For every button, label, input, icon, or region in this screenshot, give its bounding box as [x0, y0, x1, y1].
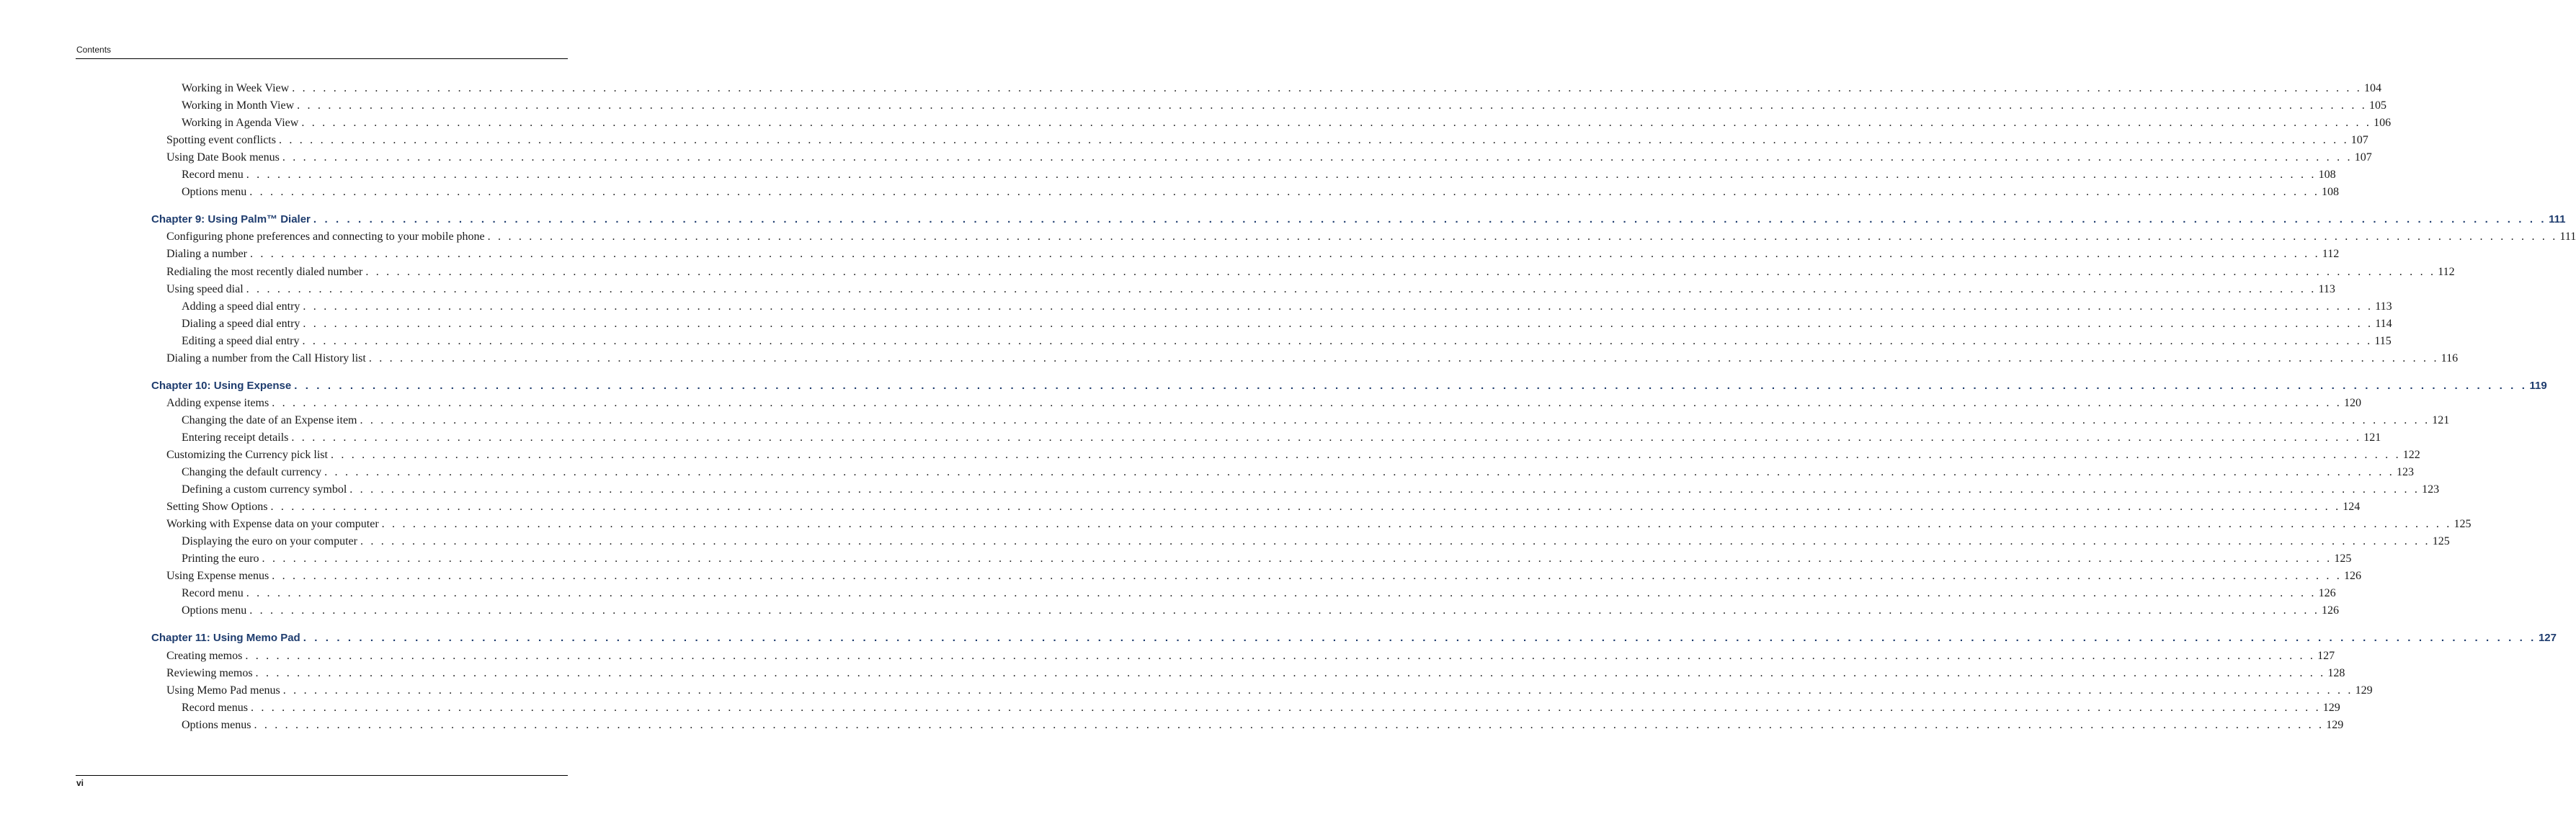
- toc-entry-title: Working with Expense data on your computer: [166, 518, 379, 530]
- dot-leader: . . . . . . . . . . . . . . . . . . . . . . . . . . . . . . . . . . . . . . . . . . . . . . . . . . . . . . . . . . . . . . . . . . . . . . . . . . . . . . . . . . . . . . . . . . . . . . . . . . . . . . . . . . . . . . . . . . . . . . . . . . . . . . . . . . . . . . . . . . . . . . . . . . . . . . . . . . . . . . . . . . . . . . . . . . . . . . . . . . . . . . . . . . . . . . . . . . . . . . . .: [313, 213, 2547, 225]
- dot-leader: . . . . . . . . . . . . . . . . . . . . . . . . . . . . . . . . . . . . . . . . . . . . . . . . . . . . . . . . . . . . . . . . . . . . . . . . . . . . . . . . . . . . . . . . . . . . . . . . . . . . . . . . . . . . . . . . . . . . . . . . . . . . . . . . . . . . . . . . . . . . . . . . . . . . . . . . . . . . . . . . . . . . . . . . . . . . . . . . . . . . . . . . . . . . . . . . . . . . . . . .: [249, 186, 2320, 198]
- toc-entry[interactable]: [166, 282, 2335, 297]
- dot-leader: . . . . . . . . . . . . . . . . . . . . . . . . . . . . . . . . . . . . . . . . . . . . . . . . . . . . . . . . . . . . . . . . . . . . . . . . . . . . . . . . . . . . . . . . . . . . . . . . . . . . . . . . . . . . . . . . . . . . . . . . . . . . . . . . . . . . . . . . . . . . . . . . . . . . . . . . . . . . . . . . . . . . . . . . . . . . . . . . . . . . . . . . . . . . . . . . . . . . . . . .: [349, 483, 2420, 496]
- toc-entry[interactable]: [182, 317, 2392, 331]
- toc-entry-title: Spotting event conflicts: [166, 134, 276, 146]
- toc-entry-title: Chapter 9: Using Palm™ Dialer: [151, 213, 311, 225]
- toc-entry-page: 125: [2454, 518, 2472, 530]
- dot-leader: . . . . . . . . . . . . . . . . . . . . . . . . . . . . . . . . . . . . . . . . . . . . . . . . . . . . . . . . . . . . . . . . . . . . . . . . . . . . . . . . . . . . . . . . . . . . . . . . . . . . . . . . . . . . . . . . . . . . . . . . . . . . . . . . . . . . . . . . . . . . . . . . . . . . . . . . . . . . . . . . . . . . . . . . . . . . . . . . . . . . . . . . . . . . . . . . . . . . . . . .: [365, 266, 2436, 278]
- toc-entry-title: Redialing the most recently dialed number: [166, 266, 363, 278]
- dot-leader: . . . . . . . . . . . . . . . . . . . . . . . . . . . . . . . . . . . . . . . . . . . . . . . . . . . . . . . . . . . . . . . . . . . . . . . . . . . . . . . . . . . . . . . . . . . . . . . . . . . . . . . . . . . . . . . . . . . . . . . . . . . . . . . . . . . . . . . . . . . . . . . . . . . . . . . . . . . . . . . . . . . . . . . . . . . . . . . . . . . . . . . . . . . . . . . . . . . . . . . .: [254, 719, 2325, 731]
- toc-entry-page: 108: [2322, 186, 2340, 198]
- toc-entry-page: 107: [2354, 151, 2372, 164]
- toc-entry-title: Adding expense items: [166, 397, 269, 409]
- toc-entry[interactable]: [166, 500, 2361, 514]
- toc-entry-page: 112: [2438, 266, 2455, 278]
- toc-entry-page: 122: [2402, 449, 2420, 461]
- toc-entry[interactable]: [182, 81, 2381, 96]
- toc-entry-title: Chapter 11: Using Memo Pad: [151, 632, 300, 644]
- toc-entry[interactable]: [182, 431, 2381, 445]
- toc-entry-page: 107: [2350, 134, 2368, 146]
- toc-entry-page: 127: [2317, 650, 2335, 662]
- dot-leader: . . . . . . . . . . . . . . . . . . . . . . . . . . . . . . . . . . . . . . . . . . . . . . . . . . . . . . . . . . . . . . . . . . . . . . . . . . . . . . . . . . . . . . . . . . . . . . . . . . . . . . . . . . . . . . . . . . . . . . . . . . . . . . . . . . . . . . . . . . . . . . . . . . . . . . . . . . . . . . . . . . . . . . . . . . . . . . . . . . . . . . . . . . . . . . . . . . . . . . . .: [292, 82, 2362, 94]
- dot-leader: . . . . . . . . . . . . . . . . . . . . . . . . . . . . . . . . . . . . . . . . . . . . . . . . . . . . . . . . . . . . . . . . . . . . . . . . . . . . . . . . . . . . . . . . . . . . . . . . . . . . . . . . . . . . . . . . . . . . . . . . . . . . . . . . . . . . . . . . . . . . . . . . . . . . . . . . . . . . . . . . . . . . . . . . . . . . . . . . . . . . . . . . . . . . . . . . . . . . . . . .: [272, 397, 2343, 409]
- toc-chapter-entry[interactable]: [151, 213, 2566, 227]
- toc-entry-page: 113: [2318, 283, 2335, 295]
- toc-entry[interactable]: [166, 151, 2372, 165]
- toc-entry-title: Record menus: [182, 702, 248, 714]
- toc-chapter-entry[interactable]: [151, 379, 2547, 393]
- dot-leader: . . . . . . . . . . . . . . . . . . . . . . . . . . . . . . . . . . . . . . . . . . . . . . . . . . . . . . . . . . . . . . . . . . . . . . . . . . . . . . . . . . . . . . . . . . . . . . . . . . . . . . . . . . . . . . . . . . . . . . . . . . . . . . . . . . . . . . . . . . . . . . . . . . . . . . . . . . . . . . . . . . . . . . . . . . . . . . . . . . . . . . . . . . . . . . . . . . . . . . . .: [487, 231, 2558, 243]
- toc-entry-page: 116: [2441, 352, 2459, 364]
- dot-leader: . . . . . . . . . . . . . . . . . . . . . . . . . . . . . . . . . . . . . . . . . . . . . . . . . . . . . . . . . . . . . . . . . . . . . . . . . . . . . . . . . . . . . . . . . . . . . . . . . . . . . . . . . . . . . . . . . . . . . . . . . . . . . . . . . . . . . . . . . . . . . . . . . . . . . . . . . . . . . . . . . . . . . . . . . . . . . . . . . . . . . . . . . . . . . . . . . . . . . . . .: [249, 604, 2320, 617]
- toc-entry-title: Displaying the euro on your computer: [182, 535, 357, 547]
- toc-entry-page: 121: [2432, 414, 2450, 426]
- toc-entry-page: 126: [2344, 570, 2362, 582]
- dot-leader: . . . . . . . . . . . . . . . . . . . . . . . . . . . . . . . . . . . . . . . . . . . . . . . . . . . . . . . . . . . . . . . . . . . . . . . . . . . . . . . . . . . . . . . . . . . . . . . . . . . . . . . . . . . . . . . . . . . . . . . . . . . . . . . . . . . . . . . . . . . . . . . . . . . . . . . . . . . . . . . . . . . . . . . . . . . . . . . . . . . . . . . . . . . . . . . . . . . . . . . .: [272, 570, 2343, 582]
- toc-entry[interactable]: [182, 534, 2450, 549]
- toc-entry[interactable]: [166, 649, 2335, 663]
- header-rule: [76, 58, 568, 59]
- toc-entry-page: 120: [2344, 397, 2362, 409]
- toc-entry-page: 108: [2318, 169, 2336, 181]
- toc-entry-page: 126: [2322, 604, 2340, 617]
- dot-leader: . . . . . . . . . . . . . . . . . . . . . . . . . . . . . . . . . . . . . . . . . . . . . . . . . . . . . . . . . . . . . . . . . . . . . . . . . . . . . . . . . . . . . . . . . . . . . . . . . . . . . . . . . . . . . . . . . . . . . . . . . . . . . . . . . . . . . . . . . . . . . . . . . . . . . . . . . . . . . . . . . . . . . . . . . . . . . . . . . . . . . . . . . . . . . . . . . . . . . . . .: [262, 553, 2332, 565]
- dot-leader: . . . . . . . . . . . . . . . . . . . . . . . . . . . . . . . . . . . . . . . . . . . . . . . . . . . . . . . . . . . . . . . . . . . . . . . . . . . . . . . . . . . . . . . . . . . . . . . . . . . . . . . . . . . . . . . . . . . . . . . . . . . . . . . . . . . . . . . . . . . . . . . . . . . . . . . . . . . . . . . . . . . . . . . . . . . . . . . . . . . . . . . . . . . . . . . . . . . . . . . .: [303, 632, 2536, 644]
- toc-entry-title: Record menu: [182, 169, 244, 181]
- toc-entry[interactable]: [166, 230, 2576, 244]
- dot-leader: . . . . . . . . . . . . . . . . . . . . . . . . . . . . . . . . . . . . . . . . . . . . . . . . . . . . . . . . . . . . . . . . . . . . . . . . . . . . . . . . . . . . . . . . . . . . . . . . . . . . . . . . . . . . . . . . . . . . . . . . . . . . . . . . . . . . . . . . . . . . . . . . . . . . . . . . . . . . . . . . . . . . . . . . . . . . . . . . . . . . . . . . . . . . . . . . . . . . . . . .: [303, 300, 2374, 313]
- toc-entry-title: Chapter 10: Using Expense: [151, 380, 292, 392]
- toc-entry[interactable]: [166, 448, 2420, 462]
- toc-entry-page: 129: [2322, 702, 2340, 714]
- dot-leader: . . . . . . . . . . . . . . . . . . . . . . . . . . . . . . . . . . . . . . . . . . . . . . . . . . . . . . . . . . . . . . . . . . . . . . . . . . . . . . . . . . . . . . . . . . . . . . . . . . . . . . . . . . . . . . . . . . . . . . . . . . . . . . . . . . . . . . . . . . . . . . . . . . . . . . . . . . . . . . . . . . . . . . . . . . . . . . . . . . . . . . . . . . . . . . . . . . . . . . . .: [303, 318, 2374, 330]
- dot-leader: . . . . . . . . . . . . . . . . . . . . . . . . . . . . . . . . . . . . . . . . . . . . . . . . . . . . . . . . . . . . . . . . . . . . . . . . . . . . . . . . . . . . . . . . . . . . . . . . . . . . . . . . . . . . . . . . . . . . . . . . . . . . . . . . . . . . . . . . . . . . . . . . . . . . . . . . . . . . . . . . . . . . . . . . . . . . . . . . . . . . . . . . . . . . . . . . . . . . . . . .: [282, 684, 2353, 697]
- dot-leader: . . . . . . . . . . . . . . . . . . . . . . . . . . . . . . . . . . . . . . . . . . . . . . . . . . . . . . . . . . . . . . . . . . . . . . . . . . . . . . . . . . . . . . . . . . . . . . . . . . . . . . . . . . . . . . . . . . . . . . . . . . . . . . . . . . . . . . . . . . . . . . . . . . . . . . . . . . . . . . . . . . . . . . . . . . . . . . . . . . . . . . . . . . . . . . . . . . . . . . . .: [249, 248, 2320, 260]
- toc-entry[interactable]: [166, 352, 2459, 366]
- dot-leader: . . . . . . . . . . . . . . . . . . . . . . . . . . . . . . . . . . . . . . . . . . . . . . . . . . . . . . . . . . . . . . . . . . . . . . . . . . . . . . . . . . . . . . . . . . . . . . . . . . . . . . . . . . . . . . . . . . . . . . . . . . . . . . . . . . . . . . . . . . . . . . . . . . . . . . . . . . . . . . . . . . . . . . . . . . . . . . . . . . . . . . . . . . . . . . . . . . . . . . . .: [360, 414, 2430, 426]
- toc-entry-title: Using Memo Pad menus: [166, 684, 280, 697]
- toc-entry-page: 128: [2327, 667, 2345, 679]
- toc-entry-page: 123: [2396, 466, 2414, 478]
- toc-entry[interactable]: [166, 517, 2472, 532]
- toc-entry[interactable]: [182, 552, 2352, 566]
- toc-entry[interactable]: [182, 413, 2450, 428]
- toc-entry[interactable]: [182, 701, 2340, 715]
- toc-entry-title: Changing the date of an Expense item: [182, 414, 357, 426]
- toc-entry-page: 123: [2422, 483, 2440, 496]
- dot-leader: . . . . . . . . . . . . . . . . . . . . . . . . . . . . . . . . . . . . . . . . . . . . . . . . . . . . . . . . . . . . . . . . . . . . . . . . . . . . . . . . . . . . . . . . . . . . . . . . . . . . . . . . . . . . . . . . . . . . . . . . . . . . . . . . . . . . . . . . . . . . . . . . . . . . . . . . . . . . . . . . . . . . . . . . . . . . . . . . . . . . . . . . . . . . . . . . . . . . . . . .: [282, 151, 2353, 164]
- page-number: vi: [76, 778, 84, 788]
- toc-entry-title: Dialing a speed dial entry: [182, 318, 300, 330]
- toc-entry-page: 121: [2363, 431, 2381, 444]
- toc-entry-title: Adding a speed dial entry: [182, 300, 300, 313]
- toc-entry[interactable]: [166, 265, 2455, 279]
- toc-entry-title: Editing a speed dial entry: [182, 335, 300, 347]
- toc-entry[interactable]: [166, 133, 2368, 148]
- toc-entry-title: Using speed dial: [166, 283, 244, 295]
- toc-entry-page: 127: [2538, 632, 2557, 644]
- toc-entry-page: 115: [2374, 335, 2392, 347]
- dot-leader: . . . . . . . . . . . . . . . . . . . . . . . . . . . . . . . . . . . . . . . . . . . . . . . . . . . . . . . . . . . . . . . . . . . . . . . . . . . . . . . . . . . . . . . . . . . . . . . . . . . . . . . . . . . . . . . . . . . . . . . . . . . . . . . . . . . . . . . . . . . . . . . . . . . . . . . . . . . . . . . . . . . . . . . . . . . . . . . . . . . . . . . . . . . . . . . . . . . . . . . .: [302, 335, 2373, 347]
- toc-entry[interactable]: [182, 168, 2336, 182]
- toc-entry[interactable]: [166, 396, 2362, 411]
- toc-entry[interactable]: [182, 334, 2392, 349]
- toc-entry[interactable]: [166, 684, 2373, 698]
- toc-entry-page: 111: [2559, 231, 2576, 243]
- dot-leader: . . . . . . . . . . . . . . . . . . . . . . . . . . . . . . . . . . . . . . . . . . . . . . . . . . . . . . . . . . . . . . . . . . . . . . . . . . . . . . . . . . . . . . . . . . . . . . . . . . . . . . . . . . . . . . . . . . . . . . . . . . . . . . . . . . . . . . . . . . . . . . . . . . . . . . . . . . . . . . . . . . . . . . . . . . . . . . . . . . . . . . . . . . . . . . . . . . . . . . . .: [291, 431, 2362, 444]
- dot-leader: . . . . . . . . . . . . . . . . . . . . . . . . . . . . . . . . . . . . . . . . . . . . . . . . . . . . . . . . . . . . . . . . . . . . . . . . . . . . . . . . . . . . . . . . . . . . . . . . . . . . . . . . . . . . . . . . . . . . . . . . . . . . . . . . . . . . . . . . . . . . . . . . . . . . . . . . . . . . . . . . . . . . . . . . . . . . . . . . . . . . . . . . . . . . . . . . . . . . . . . .: [250, 702, 2321, 714]
- toc-entry-title: Configuring phone preferences and connecting to your mobile phone: [166, 231, 485, 243]
- toc-entry-page: 125: [2334, 553, 2352, 565]
- toc-entry-page: 129: [2355, 684, 2373, 697]
- toc-entry[interactable]: [182, 300, 2392, 314]
- dot-leader: . . . . . . . . . . . . . . . . . . . . . . . . . . . . . . . . . . . . . . . . . . . . . . . . . . . . . . . . . . . . . . . . . . . . . . . . . . . . . . . . . . . . . . . . . . . . . . . . . . . . . . . . . . . . . . . . . . . . . . . . . . . . . . . . . . . . . . . . . . . . . . . . . . . . . . . . . . . . . . . . . . . . . . . . . . . . . . . . . . . . . . . . . . . . . . . . . . . . . . . .: [255, 667, 2326, 679]
- toc-entry-title: Creating memos: [166, 650, 243, 662]
- toc-entry-title: Changing the default currency: [182, 466, 322, 478]
- toc-entry-page: 129: [2326, 719, 2344, 731]
- toc-entry-title: Customizing the Currency pick list: [166, 449, 328, 461]
- toc-entry-title: Working in Week View: [182, 82, 290, 94]
- toc-entry-title: Printing the euro: [182, 553, 259, 565]
- toc-entry-page: 112: [2322, 248, 2340, 260]
- toc-entry-title: Working in Month View: [182, 99, 295, 112]
- toc-entry-page: 106: [2374, 117, 2392, 129]
- toc-entry[interactable]: [166, 666, 2345, 681]
- toc-entry-page: 105: [2368, 99, 2386, 112]
- toc-entry[interactable]: [182, 465, 2414, 480]
- running-head: Contents: [76, 45, 112, 55]
- dot-leader: . . . . . . . . . . . . . . . . . . . . . . . . . . . . . . . . . . . . . . . . . . . . . . . . . . . . . . . . . . . . . . . . . . . . . . . . . . . . . . . . . . . . . . . . . . . . . . . . . . . . . . . . . . . . . . . . . . . . . . . . . . . . . . . . . . . . . . . . . . . . . . . . . . . . . . . . . . . . . . . . . . . . . . . . . . . . . . . . . . . . . . . . . . . . . . . . . . . . . . . .: [324, 466, 2394, 478]
- toc-entry-title: Record menu: [182, 587, 244, 599]
- toc-entry-title: Working in Agenda View: [182, 117, 299, 129]
- toc-chapter-entry[interactable]: [151, 631, 2557, 645]
- toc-entry-title: Options menu: [182, 604, 247, 617]
- dot-leader: . . . . . . . . . . . . . . . . . . . . . . . . . . . . . . . . . . . . . . . . . . . . . . . . . . . . . . . . . . . . . . . . . . . . . . . . . . . . . . . . . . . . . . . . . . . . . . . . . . . . . . . . . . . . . . . . . . . . . . . . . . . . . . . . . . . . . . . . . . . . . . . . . . . . . . . . . . . . . . . . . . . . . . . . . . . . . . . . . . . . . . . . . . . . . . . . . . . . . . . .: [278, 134, 2349, 146]
- dot-leader: . . . . . . . . . . . . . . . . . . . . . . . . . . . . . . . . . . . . . . . . . . . . . . . . . . . . . . . . . . . . . . . . . . . . . . . . . . . . . . . . . . . . . . . . . . . . . . . . . . . . . . . . . . . . . . . . . . . . . . . . . . . . . . . . . . . . . . . . . . . . . . . . . . . . . . . . . . . . . . . . . . . . . . . . . . . . . . . . . . . . . . . . . . . . . . . . . . . . . . . .: [301, 117, 2372, 129]
- toc-entry-title: Defining a custom currency symbol: [182, 483, 347, 496]
- dot-leader: . . . . . . . . . . . . . . . . . . . . . . . . . . . . . . . . . . . . . . . . . . . . . . . . . . . . . . . . . . . . . . . . . . . . . . . . . . . . . . . . . . . . . . . . . . . . . . . . . . . . . . . . . . . . . . . . . . . . . . . . . . . . . . . . . . . . . . . . . . . . . . . . . . . . . . . . . . . . . . . . . . . . . . . . . . . . . . . . . . . . . . . . . . . . . . . . . . . . . . . .: [246, 169, 2317, 181]
- toc-entry[interactable]: [182, 116, 2392, 130]
- toc-entry-page: 113: [2375, 300, 2392, 313]
- toc-entry[interactable]: [166, 247, 2340, 261]
- toc-entry[interactable]: [182, 604, 2340, 618]
- footer-rule: [76, 775, 568, 776]
- toc-entry-page: 104: [2364, 82, 2381, 94]
- toc-entry-page: 126: [2318, 587, 2336, 599]
- toc-entry-page: 124: [2343, 501, 2361, 513]
- toc-entry-page: 111: [2549, 213, 2566, 225]
- toc-entry-title: Options menus: [182, 719, 251, 731]
- dot-leader: . . . . . . . . . . . . . . . . . . . . . . . . . . . . . . . . . . . . . . . . . . . . . . . . . . . . . . . . . . . . . . . . . . . . . . . . . . . . . . . . . . . . . . . . . . . . . . . . . . . . . . . . . . . . . . . . . . . . . . . . . . . . . . . . . . . . . . . . . . . . . . . . . . . . . . . . . . . . . . . . . . . . . . . . . . . . . . . . . . . . . . . . . . . . . . . . . . . . . . . .: [381, 518, 2452, 530]
- toc-entry-title: Entering receipt details: [182, 431, 289, 444]
- dot-leader: . . . . . . . . . . . . . . . . . . . . . . . . . . . . . . . . . . . . . . . . . . . . . . . . . . . . . . . . . . . . . . . . . . . . . . . . . . . . . . . . . . . . . . . . . . . . . . . . . . . . . . . . . . . . . . . . . . . . . . . . . . . . . . . . . . . . . . . . . . . . . . . . . . . . . . . . . . . . . . . . . . . . . . . . . . . . . . . . . . . . . . . . . . . . . . . . . . . . . . . .: [297, 99, 2367, 112]
- dot-leader: . . . . . . . . . . . . . . . . . . . . . . . . . . . . . . . . . . . . . . . . . . . . . . . . . . . . . . . . . . . . . . . . . . . . . . . . . . . . . . . . . . . . . . . . . . . . . . . . . . . . . . . . . . . . . . . . . . . . . . . . . . . . . . . . . . . . . . . . . . . . . . . . . . . . . . . . . . . . . . . . . . . . . . . . . . . . . . . . . . . . . . . . . . . . . . . . . . . . . . . .: [294, 380, 2528, 392]
- toc-entry[interactable]: [166, 569, 2362, 583]
- toc-entry-title: Reviewing memos: [166, 667, 253, 679]
- dot-leader: . . . . . . . . . . . . . . . . . . . . . . . . . . . . . . . . . . . . . . . . . . . . . . . . . . . . . . . . . . . . . . . . . . . . . . . . . . . . . . . . . . . . . . . . . . . . . . . . . . . . . . . . . . . . . . . . . . . . . . . . . . . . . . . . . . . . . . . . . . . . . . . . . . . . . . . . . . . . . . . . . . . . . . . . . . . . . . . . . . . . . . . . . . . . . . . . . . . . . . . .: [360, 535, 2430, 547]
- dot-leader: . . . . . . . . . . . . . . . . . . . . . . . . . . . . . . . . . . . . . . . . . . . . . . . . . . . . . . . . . . . . . . . . . . . . . . . . . . . . . . . . . . . . . . . . . . . . . . . . . . . . . . . . . . . . . . . . . . . . . . . . . . . . . . . . . . . . . . . . . . . . . . . . . . . . . . . . . . . . . . . . . . . . . . . . . . . . . . . . . . . . . . . . . . . . . . . . . . . . . . . .: [270, 501, 2341, 513]
- toc-entry-page: 114: [2375, 318, 2392, 330]
- dot-leader: . . . . . . . . . . . . . . . . . . . . . . . . . . . . . . . . . . . . . . . . . . . . . . . . . . . . . . . . . . . . . . . . . . . . . . . . . . . . . . . . . . . . . . . . . . . . . . . . . . . . . . . . . . . . . . . . . . . . . . . . . . . . . . . . . . . . . . . . . . . . . . . . . . . . . . . . . . . . . . . . . . . . . . . . . . . . . . . . . . . . . . . . . . . . . . . . . . . . . . . .: [245, 650, 2316, 662]
- dot-leader: . . . . . . . . . . . . . . . . . . . . . . . . . . . . . . . . . . . . . . . . . . . . . . . . . . . . . . . . . . . . . . . . . . . . . . . . . . . . . . . . . . . . . . . . . . . . . . . . . . . . . . . . . . . . . . . . . . . . . . . . . . . . . . . . . . . . . . . . . . . . . . . . . . . . . . . . . . . . . . . . . . . . . . . . . . . . . . . . . . . . . . . . . . . . . . . . . . . . . . . .: [246, 283, 2317, 295]
- toc-entry[interactable]: [182, 586, 2336, 601]
- dot-leader: . . . . . . . . . . . . . . . . . . . . . . . . . . . . . . . . . . . . . . . . . . . . . . . . . . . . . . . . . . . . . . . . . . . . . . . . . . . . . . . . . . . . . . . . . . . . . . . . . . . . . . . . . . . . . . . . . . . . . . . . . . . . . . . . . . . . . . . . . . . . . . . . . . . . . . . . . . . . . . . . . . . . . . . . . . . . . . . . . . . . . . . . . . . . . . . . . . . . . . . .: [246, 587, 2317, 599]
- toc-entry-page: 119: [2529, 380, 2547, 392]
- toc-entry[interactable]: [182, 483, 2440, 497]
- toc-entry[interactable]: [182, 99, 2386, 113]
- dot-leader: . . . . . . . . . . . . . . . . . . . . . . . . . . . . . . . . . . . . . . . . . . . . . . . . . . . . . . . . . . . . . . . . . . . . . . . . . . . . . . . . . . . . . . . . . . . . . . . . . . . . . . . . . . . . . . . . . . . . . . . . . . . . . . . . . . . . . . . . . . . . . . . . . . . . . . . . . . . . . . . . . . . . . . . . . . . . . . . . . . . . . . . . . . . . . . . . . . . . . . . .: [368, 352, 2439, 364]
- toc-entry[interactable]: [182, 718, 2344, 733]
- toc-entry-title: Dialing a number: [166, 248, 247, 260]
- toc-entry-title: Setting Show Options: [166, 501, 268, 513]
- dot-leader: . . . . . . . . . . . . . . . . . . . . . . . . . . . . . . . . . . . . . . . . . . . . . . . . . . . . . . . . . . . . . . . . . . . . . . . . . . . . . . . . . . . . . . . . . . . . . . . . . . . . . . . . . . . . . . . . . . . . . . . . . . . . . . . . . . . . . . . . . . . . . . . . . . . . . . . . . . . . . . . . . . . . . . . . . . . . . . . . . . . . . . . . . . . . . . . . . . . . . . . .: [330, 449, 2401, 461]
- toc-entry-page: 125: [2432, 535, 2450, 547]
- toc-entry-title: Options menu: [182, 186, 247, 198]
- toc-entry-title: Using Date Book menus: [166, 151, 280, 164]
- toc-entry-title: Using Expense menus: [166, 570, 269, 582]
- toc-entry[interactable]: [182, 185, 2340, 200]
- toc-entry-title: Dialing a number from the Call History list: [166, 352, 366, 364]
